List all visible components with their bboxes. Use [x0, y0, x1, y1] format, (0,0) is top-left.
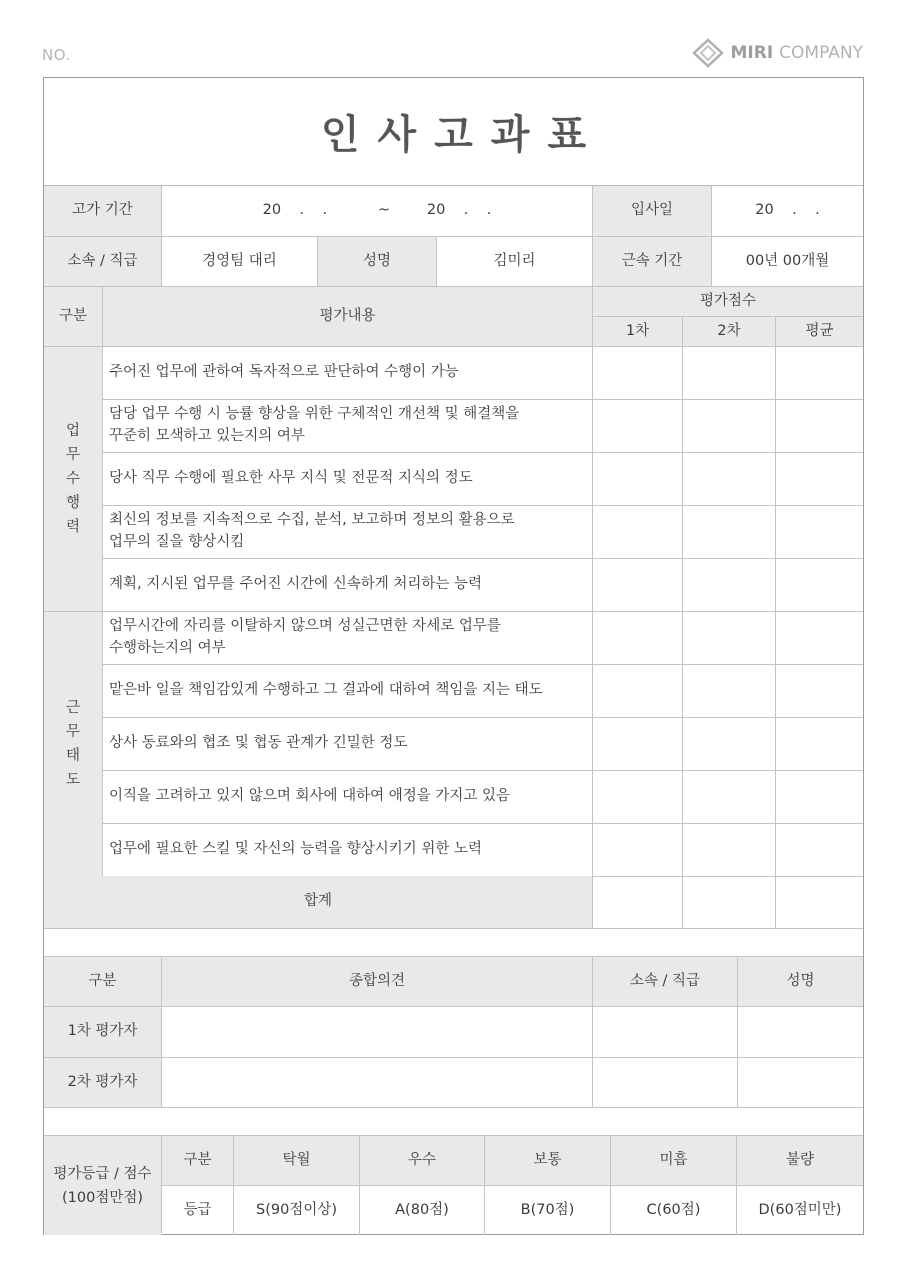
eval-item: 업무에 필요한 스킬 및 자신의 능력을 향상시키기 위한 노력: [103, 824, 593, 877]
total-second-score[interactable]: [683, 876, 776, 929]
grade-value: D(60점미만): [758, 1201, 842, 1218]
period-label: 고가 기간: [44, 186, 162, 237]
eval-score-second[interactable]: [683, 400, 776, 453]
join-date-field[interactable]: 20 . .: [712, 186, 863, 237]
first-evaluator-dept[interactable]: [593, 1007, 738, 1058]
eval-score-first[interactable]: [593, 559, 683, 612]
eval-group-char: 력: [65, 519, 80, 535]
eval-score-second[interactable]: [683, 506, 776, 559]
eval-item: 주어진 업무에 관하여 독자적으로 판단하여 수행이 가능: [103, 347, 593, 400]
second-evaluator-label: 2차 평가자: [44, 1058, 162, 1108]
eval-score-average[interactable]: [776, 612, 863, 665]
diamond-logo-icon: [691, 38, 725, 68]
eval-group-char: 업: [65, 423, 80, 439]
grade-value: S(90점이상): [234, 1186, 360, 1235]
eval-second-header: 2차: [683, 317, 776, 347]
total-label: 합계: [44, 876, 593, 929]
eval-score-second[interactable]: [683, 612, 776, 665]
eval-average-header: 평균: [776, 317, 863, 347]
grade-label-line1: 평가등급 / 점수: [53, 1165, 152, 1182]
eval-score-average[interactable]: [776, 718, 863, 771]
name-field[interactable]: 김미리: [437, 237, 593, 287]
company-logo: [691, 38, 864, 68]
eval-category-header: 구분: [44, 287, 103, 347]
grade-name: 미흡: [611, 1136, 737, 1186]
eval-item: 맡은바 일을 책임감있게 수행하고 그 결과에 대하여 책임을 지는 태도: [103, 665, 593, 718]
eval-item: 계획, 지시된 업무를 주어진 시간에 신속하게 처리하는 능력: [103, 559, 593, 612]
eval-item: 업무시간에 자리를 이탈하지 않으며 성실근면한 자세로 업무를 수행하는지의 여부: [103, 612, 593, 665]
page-title: 인사고과표: [320, 112, 605, 158]
tenure-field[interactable]: 00년 00개월: [712, 237, 863, 287]
name-label: 성명: [318, 237, 437, 287]
eval-score-average[interactable]: [776, 824, 863, 877]
eval-group-char: 태: [65, 748, 80, 764]
section-divider: [44, 929, 863, 957]
title-area: [44, 78, 863, 186]
tenure-label: 근속 기간: [593, 237, 712, 287]
eval-score-first[interactable]: [593, 506, 683, 559]
eval-group-char: 무: [65, 447, 80, 463]
eval-item: 담당 업무 수행 시 능률 향상을 위한 구체적인 개선책 및 해결책을 꾸준히 모색하고 있는지의 여부: [103, 400, 593, 453]
section-divider: [44, 1108, 863, 1136]
grade-name: 보통: [485, 1136, 611, 1186]
eval-score-average[interactable]: [776, 559, 863, 612]
eval-group-label: [44, 612, 103, 877]
eval-score-average[interactable]: [776, 347, 863, 400]
eval-score-header: 평가점수: [593, 287, 863, 317]
eval-group-label: [44, 347, 103, 612]
eval-score-second[interactable]: [683, 824, 776, 877]
grade-value: C(60점): [611, 1186, 737, 1235]
opinion-dept-header: 소속 / 직급: [593, 957, 738, 1007]
eval-score-second[interactable]: [683, 453, 776, 506]
eval-group-char: 행: [65, 495, 80, 511]
eval-group-char: 근: [65, 700, 80, 716]
grade-name: 우수: [360, 1136, 485, 1186]
dept-field[interactable]: 경영팀 대리: [162, 237, 318, 287]
opinion-name-header: 성명: [738, 957, 863, 1007]
eval-score-average[interactable]: [776, 665, 863, 718]
eval-item: 이직을 고려하고 있지 않으며 회사에 대하여 애정을 가지고 있음: [103, 771, 593, 824]
first-evaluator-name[interactable]: [738, 1007, 863, 1058]
eval-score-average[interactable]: [776, 400, 863, 453]
brand-name-bold: MIRI: [730, 43, 774, 63]
eval-content-header: 평가내용: [103, 287, 593, 347]
grade-label: [44, 1136, 162, 1235]
eval-item: 상사 동료와의 협조 및 협동 관계가 긴밀한 정도: [103, 718, 593, 771]
eval-score-second[interactable]: [683, 559, 776, 612]
grade-name: 불량: [737, 1136, 863, 1186]
eval-first-header: 1차: [593, 317, 683, 347]
total-average-score[interactable]: [776, 876, 863, 929]
eval-score-first[interactable]: [593, 771, 683, 824]
second-evaluator-dept[interactable]: [593, 1058, 738, 1108]
grade-label-line2: (100점만점): [61, 1189, 143, 1206]
first-evaluator-label: 1차 평가자: [44, 1007, 162, 1058]
opinion-header: 종합의견: [162, 957, 593, 1007]
grade-rank-label: 등급: [162, 1186, 234, 1235]
eval-score-second[interactable]: [683, 771, 776, 824]
period-field[interactable]: 20 . . ~ 20 . .: [162, 186, 593, 237]
eval-score-first[interactable]: [593, 453, 683, 506]
grade-value: A(80점): [360, 1186, 485, 1235]
eval-score-first[interactable]: [593, 824, 683, 877]
eval-score-average[interactable]: [776, 771, 863, 824]
eval-score-first[interactable]: [593, 347, 683, 400]
join-date-label: 입사일: [593, 186, 712, 237]
eval-item: 당사 직무 수행에 필요한 사무 지식 및 전문적 지식의 정도: [103, 453, 593, 506]
eval-score-first[interactable]: [593, 400, 683, 453]
eval-score-second[interactable]: [683, 665, 776, 718]
eval-score-first[interactable]: [593, 718, 683, 771]
grade-value: B(70점): [485, 1186, 611, 1235]
second-evaluator-name[interactable]: [738, 1058, 863, 1108]
opinion-category-header: 구분: [44, 957, 162, 1007]
eval-score-second[interactable]: [683, 718, 776, 771]
grade-category-label: 구분: [162, 1136, 234, 1186]
total-first-score[interactable]: [593, 876, 683, 929]
eval-score-average[interactable]: [776, 453, 863, 506]
first-evaluator-opinion[interactable]: [162, 1007, 593, 1058]
document-number-label: NO.: [42, 46, 71, 64]
eval-item: 최신의 정보를 지속적으로 수집, 분석, 보고하며 정보의 활용으로 업무의 질을 향상시킴: [103, 506, 593, 559]
eval-group-char: 수: [65, 471, 80, 487]
appraisal-form: [43, 77, 864, 1235]
eval-group-char: 도: [65, 772, 80, 788]
eval-score-average[interactable]: [776, 506, 863, 559]
eval-group-char: 무: [65, 724, 80, 740]
eval-score-first[interactable]: [593, 665, 683, 718]
eval-score-first[interactable]: [593, 612, 683, 665]
grade-name: 탁월: [234, 1136, 360, 1186]
dept-label: 소속 / 직급: [44, 237, 162, 287]
second-evaluator-opinion[interactable]: [162, 1058, 593, 1108]
eval-score-second[interactable]: [683, 347, 776, 400]
brand-name-light: COMPANY: [779, 43, 863, 63]
